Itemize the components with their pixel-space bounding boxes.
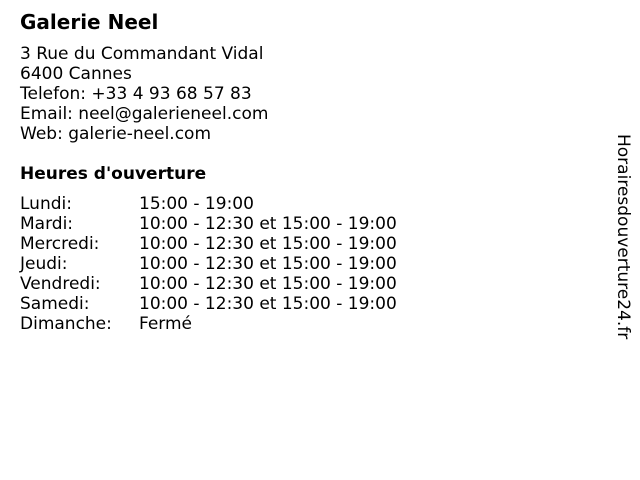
day-hours: Fermé bbox=[139, 314, 193, 334]
day-label: Vendredi: bbox=[20, 274, 101, 294]
day-label: Jeudi: bbox=[20, 254, 68, 274]
street-address: 3 Rue du Commandant Vidal bbox=[20, 44, 264, 64]
site-watermark: Horairesdouverture24.fr bbox=[613, 134, 633, 340]
day-label: Mardi: bbox=[20, 214, 74, 234]
city-address: 6400 Cannes bbox=[20, 64, 132, 84]
day-hours: 10:00 - 12:30 et 15:00 - 19:00 bbox=[139, 254, 397, 274]
day-label: Dimanche: bbox=[20, 314, 112, 334]
hours-heading: Heures d'ouverture bbox=[20, 164, 207, 184]
website: Web: galerie-neel.com bbox=[20, 124, 212, 144]
business-name: Galerie Neel bbox=[20, 10, 159, 34]
email-address: Email: neel@galerieneel.com bbox=[20, 104, 269, 124]
day-label: Lundi: bbox=[20, 194, 72, 214]
day-hours: 10:00 - 12:30 et 15:00 - 19:00 bbox=[139, 214, 397, 234]
day-hours: 10:00 - 12:30 et 15:00 - 19:00 bbox=[139, 294, 397, 314]
phone-number: Telefon: +33 4 93 68 57 83 bbox=[20, 84, 252, 104]
day-label: Mercredi: bbox=[20, 234, 100, 254]
day-label: Samedi: bbox=[20, 294, 90, 314]
contact-block bbox=[20, 44, 268, 144]
day-hours: 10:00 - 12:30 et 15:00 - 19:00 bbox=[139, 274, 397, 294]
day-hours: 15:00 - 19:00 bbox=[139, 194, 254, 214]
day-hours: 10:00 - 12:30 et 15:00 - 19:00 bbox=[139, 234, 397, 254]
